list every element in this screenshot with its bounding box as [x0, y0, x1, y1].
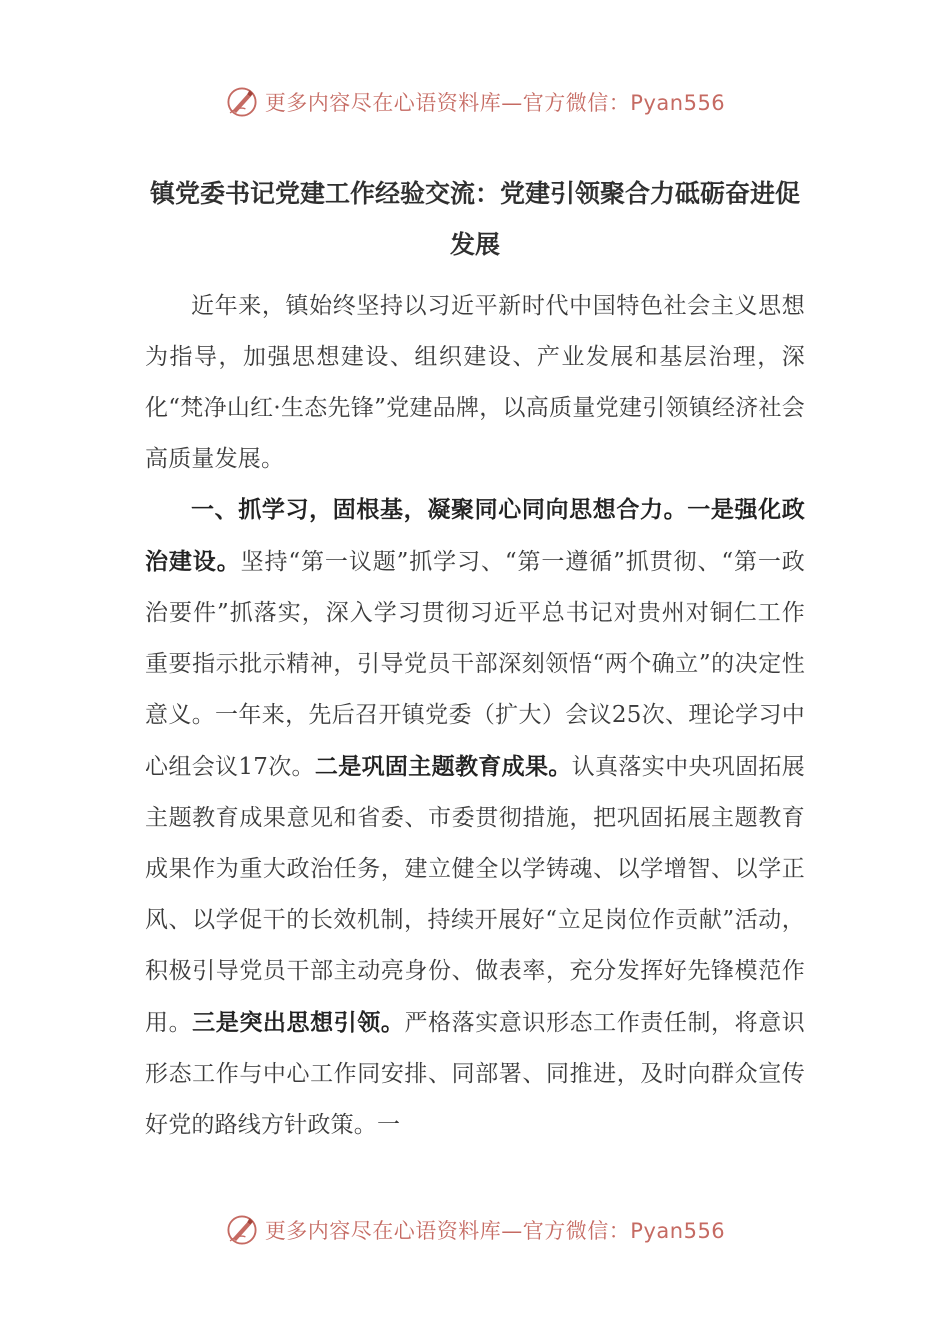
point-2-label: 二是巩固主题教育成果。	[314, 753, 572, 780]
section-1-heading: 一、抓学习，固根基，凝聚同心同向思想合力。	[191, 496, 688, 523]
footer-banner	[0, 1208, 950, 1252]
point-2-text: 认真落实中央巩固拓展主题教育成果意见和省委、市委贯彻措施，把巩固拓展主题教育成果作为重大政治任务，建立健全以学铸魂、以学增智、以学正风、以学促干的长效机制，持续开展好“立足岗位作贡献”活动，积极引导党员干部主动亮身份、做表率，充分发挥好先锋模范作用。	[145, 754, 806, 1036]
point-1-label: 一是强化政治建设。	[145, 496, 806, 575]
section-1-paragraph	[145, 484, 805, 1151]
header-banner-text: 更多内容尽在心语资料库—官方微信：Pyan556	[264, 91, 726, 115]
point-3-label: 三是突出思想引领。	[192, 1009, 405, 1036]
intro-paragraph: 近年来，镇始终坚持以习近平新时代中国特色社会主义思想为指导，加强思想建设、组织建设、产业发展和基层治理，深化“梵净山红·生态先锋”党建品牌，以高质量党建引领镇经济社会高质量发展。	[145, 293, 805, 472]
point-3-text: 严格落实意识形态工作责任制，将意识形态工作与中心工作同安排、同部署、同推进，及时向群众宣传好党的路线方针政策。一	[145, 1010, 805, 1138]
pen-logo-icon	[225, 1213, 259, 1247]
document-title: 镇党委书记党建工作经验交流：党建引领聚合力砥砺奋进促发展	[149, 179, 800, 259]
footer-banner-text: 更多内容尽在心语资料库—官方微信：Pyan556	[264, 1219, 726, 1243]
header-banner	[0, 80, 950, 124]
point-1-text: 坚持“第一议题”抓学习、“第一遵循”抓贯彻、“第一政治要件”抓落实，深入学习贯彻习近平总书记对贵州对铜仁工作重要指示批示精神，引导党员干部深刻领悟“两个确立”的决定性意义。一年来，先后召开镇党委（扩大）会议25次、理论学习中心组会议17次。	[145, 549, 805, 780]
pen-logo-icon	[225, 85, 259, 119]
